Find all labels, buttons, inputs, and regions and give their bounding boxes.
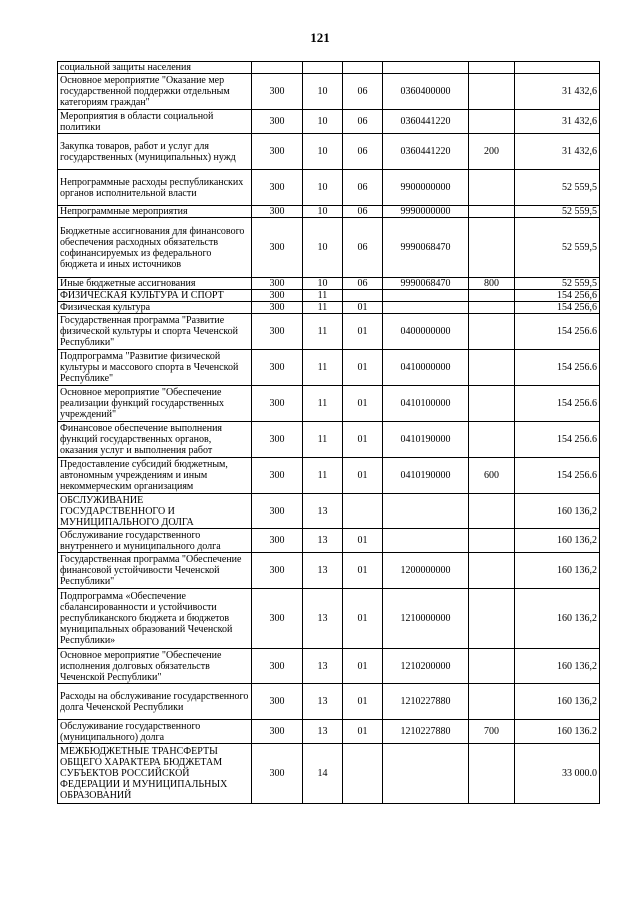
row-ved: 300 <box>252 218 303 278</box>
row-csr: 0360441220 <box>383 134 469 170</box>
row-name: МЕЖБЮДЖЕТНЫЕ ТРАНСФЕРТЫ ОБЩЕГО ХАРАКТЕРА БЮДЖЕТАМ СУБЪЕКТОВ РОССИЙСКОЙ ФЕДЕРАЦИИ И МУНИЦИПАЛЬНЫХ ОБРАЗОВАНИЙ <box>58 744 252 804</box>
row-vr <box>469 314 515 350</box>
row-name: Государственная программа "Обеспечение финансовой устойчивости Чеченской Республики" <box>58 553 252 589</box>
row-csr: 1210227880 <box>383 684 469 720</box>
row-pr: 01 <box>343 458 383 494</box>
row-ved: 300 <box>252 458 303 494</box>
row-rz: 13 <box>303 649 343 684</box>
table-row <box>58 314 600 350</box>
row-name: Основное мероприятие "Обеспечение исполнения долговых обязательств Чеченской Республики" <box>58 649 252 684</box>
row-vr <box>469 529 515 553</box>
row-csr: 9990068470 <box>383 218 469 278</box>
row-name: ФИЗИЧЕСКАЯ КУЛЬТУРА И СПОРТ <box>58 290 252 302</box>
row-rz: 10 <box>303 74 343 110</box>
row-ved: 300 <box>252 278 303 290</box>
row-vr: 200 <box>469 134 515 170</box>
budget-table <box>57 61 600 804</box>
row-csr <box>383 290 469 302</box>
row-pr <box>343 494 383 529</box>
row-sum: 160 136,2 <box>515 684 600 720</box>
row-csr: 0410190000 <box>383 422 469 458</box>
row-rz <box>303 62 343 74</box>
row-sum: 52 559,5 <box>515 206 600 218</box>
row-vr <box>469 74 515 110</box>
table-row <box>58 170 600 206</box>
row-ved: 300 <box>252 386 303 422</box>
table-row <box>58 494 600 529</box>
row-pr: 01 <box>343 529 383 553</box>
row-sum: 154 256.6 <box>515 386 600 422</box>
row-pr: 06 <box>343 134 383 170</box>
row-name: Бюджетные ассигнования для финансового обеспечения расходных обязательств софинансируемых из федерального бюджета и иных источников <box>58 218 252 278</box>
table-row <box>58 649 600 684</box>
row-rz: 10 <box>303 218 343 278</box>
row-vr <box>469 62 515 74</box>
row-vr <box>469 553 515 589</box>
row-rz: 11 <box>303 422 343 458</box>
table-row <box>58 684 600 720</box>
row-name: Подпрограмма "Развитие физической культуры и массового спорта в Чеченской Республике" <box>58 350 252 386</box>
row-csr: 0410190000 <box>383 458 469 494</box>
table-row <box>58 744 600 804</box>
table-row <box>58 386 600 422</box>
row-name: социальной защиты населения <box>58 62 252 74</box>
row-ved: 300 <box>252 170 303 206</box>
row-pr: 01 <box>343 589 383 649</box>
table-row <box>58 458 600 494</box>
row-csr <box>383 494 469 529</box>
row-vr: 700 <box>469 720 515 744</box>
row-name: Непрограммные расходы республиканских органов исполнительной власти <box>58 170 252 206</box>
row-ved: 300 <box>252 553 303 589</box>
row-vr <box>469 110 515 134</box>
row-ved: 300 <box>252 684 303 720</box>
row-rz: 11 <box>303 458 343 494</box>
row-csr: 0410000000 <box>383 350 469 386</box>
table-row <box>58 290 600 302</box>
row-csr: 0410100000 <box>383 386 469 422</box>
row-vr <box>469 422 515 458</box>
row-pr: 01 <box>343 314 383 350</box>
row-pr <box>343 744 383 804</box>
row-sum: 52 559,5 <box>515 170 600 206</box>
row-sum: 52 559,5 <box>515 218 600 278</box>
row-vr <box>469 589 515 649</box>
table-row <box>58 278 600 290</box>
table-row <box>58 553 600 589</box>
row-ved: 300 <box>252 589 303 649</box>
row-ved: 300 <box>252 110 303 134</box>
row-name: Предоставление субсидий бюджетным, автономным учреждениям и иным некоммерческим организациям <box>58 458 252 494</box>
table-row <box>58 350 600 386</box>
row-ved <box>252 62 303 74</box>
row-sum: 160 136,2 <box>515 649 600 684</box>
row-name: ОБСЛУЖИВАНИЕ ГОСУДАРСТВЕННОГО И МУНИЦИПАЛЬНОГО ДОЛГА <box>58 494 252 529</box>
table-row <box>58 302 600 314</box>
row-sum <box>515 62 600 74</box>
page-number: 121 <box>310 30 330 45</box>
row-pr <box>343 290 383 302</box>
row-csr: 1210200000 <box>383 649 469 684</box>
row-rz: 13 <box>303 494 343 529</box>
row-csr <box>383 529 469 553</box>
row-rz: 10 <box>303 206 343 218</box>
table-row <box>58 62 600 74</box>
row-ved: 300 <box>252 422 303 458</box>
row-vr <box>469 170 515 206</box>
row-ved: 300 <box>252 529 303 553</box>
table-row <box>58 422 600 458</box>
row-csr <box>383 62 469 74</box>
row-ved: 300 <box>252 649 303 684</box>
row-name: Непрограммные мероприятия <box>58 206 252 218</box>
row-sum: 154 256.6 <box>515 350 600 386</box>
row-vr <box>469 744 515 804</box>
row-vr <box>469 218 515 278</box>
row-vr: 800 <box>469 278 515 290</box>
row-ved: 300 <box>252 74 303 110</box>
row-rz: 13 <box>303 720 343 744</box>
table-row <box>58 529 600 553</box>
row-ved: 300 <box>252 290 303 302</box>
table-row <box>58 74 600 110</box>
row-sum: 154 256.6 <box>515 422 600 458</box>
row-sum: 154 256.6 <box>515 458 600 494</box>
row-sum: 31 432,6 <box>515 134 600 170</box>
row-name: Мероприятия в области социальной политики <box>58 110 252 134</box>
row-name: Иные бюджетные ассигнования <box>58 278 252 290</box>
row-csr: 0360441220 <box>383 110 469 134</box>
row-rz: 13 <box>303 684 343 720</box>
row-csr: 1210227880 <box>383 720 469 744</box>
row-name: Обслуживание государственного (муниципального) долга <box>58 720 252 744</box>
row-pr: 06 <box>343 110 383 134</box>
row-name: Обслуживание государственного внутреннего и муниципального долга <box>58 529 252 553</box>
row-csr: 0360400000 <box>383 74 469 110</box>
row-rz: 11 <box>303 350 343 386</box>
row-sum: 31 432,6 <box>515 110 600 134</box>
row-vr <box>469 649 515 684</box>
row-ved: 300 <box>252 302 303 314</box>
row-rz: 11 <box>303 314 343 350</box>
row-ved: 300 <box>252 206 303 218</box>
row-csr <box>383 302 469 314</box>
row-sum: 154 256,6 <box>515 290 600 302</box>
row-csr: 0400000000 <box>383 314 469 350</box>
row-name: Закупка товаров, работ и услуг для государственных (муниципальных) нужд <box>58 134 252 170</box>
row-rz: 11 <box>303 290 343 302</box>
row-csr: 9900000000 <box>383 170 469 206</box>
table-row <box>58 589 600 649</box>
row-sum: 31 432,6 <box>515 74 600 110</box>
row-name: Основное мероприятие "Оказание мер государственной поддержки отдельным категориям граждан" <box>58 74 252 110</box>
row-ved: 300 <box>252 494 303 529</box>
row-rz: 13 <box>303 529 343 553</box>
table-row <box>58 134 600 170</box>
row-ved: 300 <box>252 314 303 350</box>
row-vr <box>469 290 515 302</box>
row-name: Основное мероприятие "Обеспечение реализации функций государственных учреждений" <box>58 386 252 422</box>
row-pr: 01 <box>343 422 383 458</box>
row-pr: 01 <box>343 350 383 386</box>
row-vr <box>469 350 515 386</box>
row-vr <box>469 684 515 720</box>
row-rz: 11 <box>303 302 343 314</box>
row-rz: 10 <box>303 278 343 290</box>
row-pr: 06 <box>343 278 383 290</box>
table-row <box>58 218 600 278</box>
row-ved: 300 <box>252 350 303 386</box>
table-row <box>58 206 600 218</box>
row-sum: 160 136,2 <box>515 529 600 553</box>
row-name: Расходы на обслуживание государственного долга Чеченской Республики <box>58 684 252 720</box>
row-name: Государственная программа "Развитие физической культуры и спорта Чеченской Республики" <box>58 314 252 350</box>
row-sum: 160 136,2 <box>515 553 600 589</box>
row-sum: 154 256.6 <box>515 314 600 350</box>
row-ved: 300 <box>252 720 303 744</box>
table-row <box>58 720 600 744</box>
row-pr: 06 <box>343 74 383 110</box>
row-vr: 600 <box>469 458 515 494</box>
row-rz: 13 <box>303 589 343 649</box>
row-csr: 1210000000 <box>383 589 469 649</box>
budget-table-body <box>58 62 600 804</box>
row-sum: 160 136,2 <box>515 494 600 529</box>
row-pr: 01 <box>343 649 383 684</box>
row-rz: 14 <box>303 744 343 804</box>
row-pr <box>343 62 383 74</box>
row-rz: 11 <box>303 386 343 422</box>
row-name: Финансовое обеспечение выполнения функций государственных органов, оказания услуг и выполнения работ <box>58 422 252 458</box>
row-sum: 33 000.0 <box>515 744 600 804</box>
row-csr <box>383 744 469 804</box>
row-rz: 10 <box>303 110 343 134</box>
row-rz: 10 <box>303 134 343 170</box>
row-sum: 160 136,2 <box>515 589 600 649</box>
row-name: Подпрограмма «Обеспечение сбалансированности и устойчивости республиканского бюджета и бюджетов муниципальных образований Чеченской Республики» <box>58 589 252 649</box>
row-sum: 52 559,5 <box>515 278 600 290</box>
row-pr: 06 <box>343 218 383 278</box>
row-sum: 160 136.2 <box>515 720 600 744</box>
row-vr <box>469 386 515 422</box>
row-vr <box>469 206 515 218</box>
row-ved: 300 <box>252 134 303 170</box>
row-pr: 01 <box>343 386 383 422</box>
row-pr: 01 <box>343 720 383 744</box>
row-rz: 10 <box>303 170 343 206</box>
row-pr: 01 <box>343 302 383 314</box>
row-vr <box>469 494 515 529</box>
table-row <box>58 110 600 134</box>
row-pr: 06 <box>343 170 383 206</box>
row-ved: 300 <box>252 744 303 804</box>
row-csr: 9990000000 <box>383 206 469 218</box>
row-pr: 01 <box>343 553 383 589</box>
row-vr <box>469 302 515 314</box>
row-name: Физическая культура <box>58 302 252 314</box>
row-pr: 06 <box>343 206 383 218</box>
row-csr: 9990068470 <box>383 278 469 290</box>
row-csr: 1200000000 <box>383 553 469 589</box>
row-rz: 13 <box>303 553 343 589</box>
row-sum: 154 256,6 <box>515 302 600 314</box>
row-pr: 01 <box>343 684 383 720</box>
